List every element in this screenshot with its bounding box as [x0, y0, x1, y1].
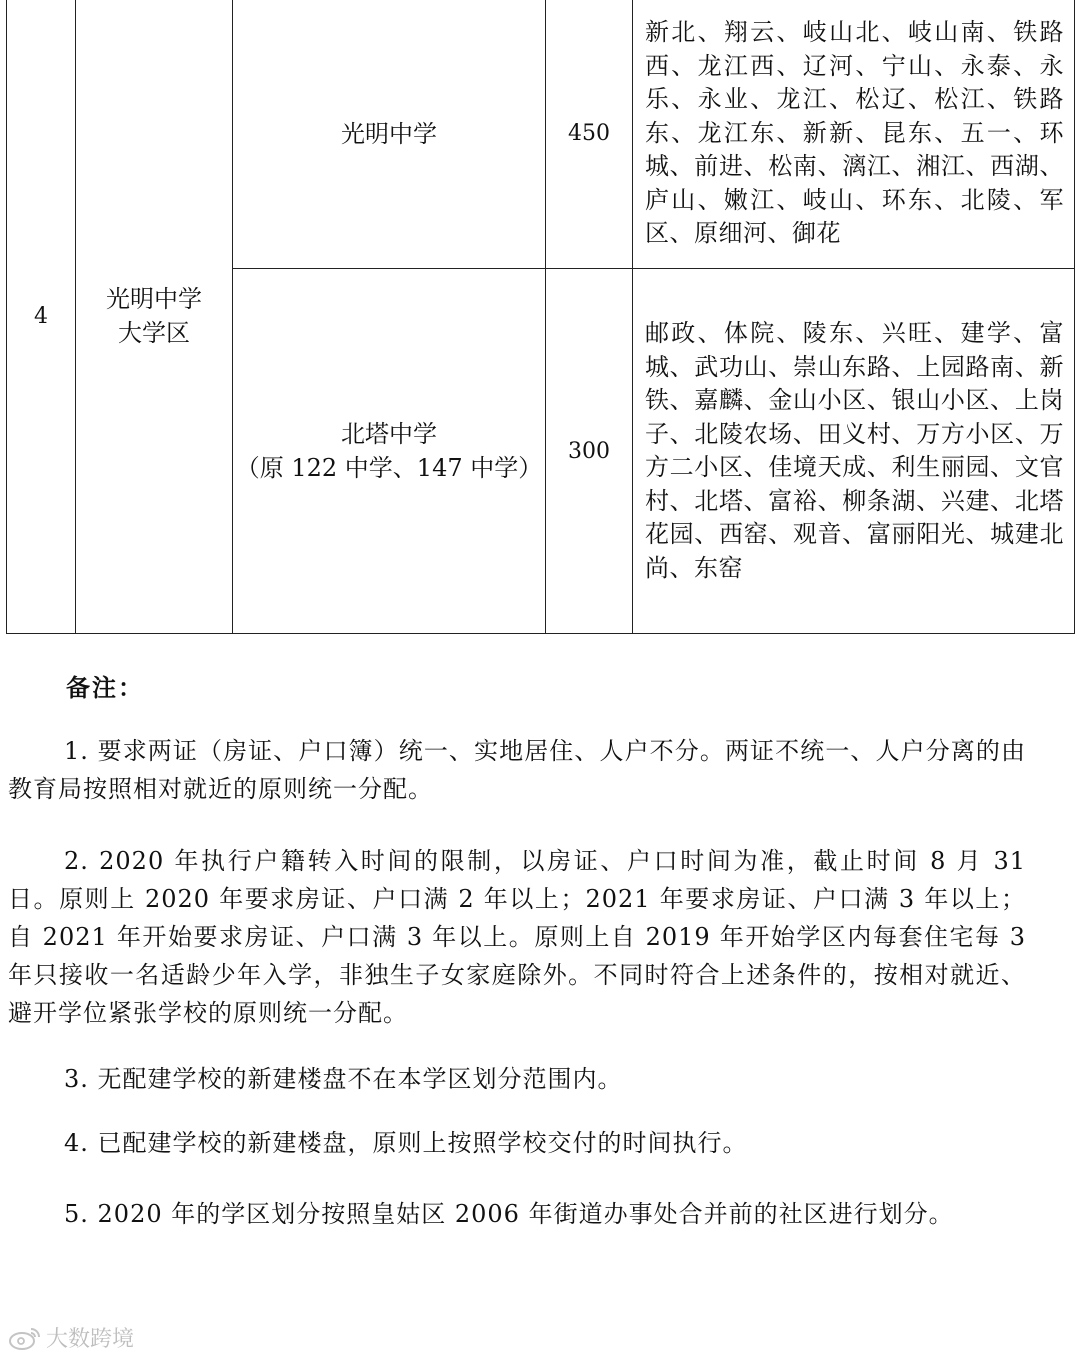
district-cell — [76, 0, 233, 634]
school-district-table — [6, 0, 1075, 634]
note-item: 4. 已配建学校的新建楼盘，原则上按照学校交付的时间执行。 — [64, 1129, 748, 1157]
note-item: 5. 2020 年的学区划分按照皇姑区 2006 年街道办事处合并前的社区进行划分。 — [64, 1200, 954, 1228]
note-item: 3. 无配建学校的新建楼盘不在本学区划分范围内。 — [64, 1065, 623, 1093]
district-name: 光明中学大学区 — [106, 285, 202, 347]
school-name: 北塔中学 — [341, 420, 437, 448]
enrollment-value: 450 — [568, 121, 610, 146]
school-cell — [233, 269, 546, 634]
areas-list: 新北、翔云、岐山北、岐山南、铁路西、龙江西、辽河、宁山、永泰、永乐、永业、龙江、松辽、松江、铁路东、龙江东、新新、昆东、五一、环城、前进、松南、漓江、湘江、西湖、庐山、嫩江、岐山、环东、北陵、军区、原细河、御花 — [645, 18, 1064, 248]
enrollment-cell — [546, 269, 633, 634]
row-number-cell — [7, 0, 76, 634]
school-cell — [233, 0, 546, 269]
areas-cell — [633, 0, 1075, 269]
areas-list: 邮政、体院、陵东、兴旺、建学、富城、武功山、崇山东路、上园路南、新铁、嘉麟、金山小区、银山小区、上岗子、北陵农场、田义村、万方小区、万方二小区、佳境天成、利生丽园、文官村、北塔、富裕、柳条湖、兴建、北塔花园、西窑、观音、富丽阳光、城建北尚、东窑 — [645, 319, 1064, 582]
school-note: （原 122 中学、147 中学） — [235, 454, 543, 482]
note-item: 1. 要求两证（房证、户口簿）统一、实地居住、人户不分。两证不统一、人户分离的由教育局按照相对就近的原则统一分配。 — [8, 737, 1026, 803]
table-row — [7, 0, 1075, 269]
notes-title: 备注： — [66, 673, 144, 702]
areas-cell — [633, 269, 1075, 634]
watermark-text: 大数跨境 — [46, 1327, 135, 1352]
note-item: 2. 2020 年执行户籍转入时间的限制，以房证、户口时间为准，截止时间 8 月 31 日。原则上 2020 年要求房证、户口满 2 年以上；2021 年要求房证、户口满 3 年以上；自 2021 年开始要求房证、户口满 3 年以上。原则上自 2019 年开始学区内每套住宅每 3 年只接收一名适龄少年入学，非独生子女家庭除外。不同时符合上述条件的，按相对就近、避开学位紧张学校的原则统一分配。 — [8, 847, 1026, 1027]
row-number: 4 — [34, 303, 48, 329]
watermark — [8, 1322, 134, 1353]
enrollment-value: 300 — [568, 438, 610, 464]
enrollment-cell — [546, 0, 633, 269]
school-name: 光明中学 — [341, 119, 437, 148]
weibo-logo-icon — [8, 1325, 42, 1351]
